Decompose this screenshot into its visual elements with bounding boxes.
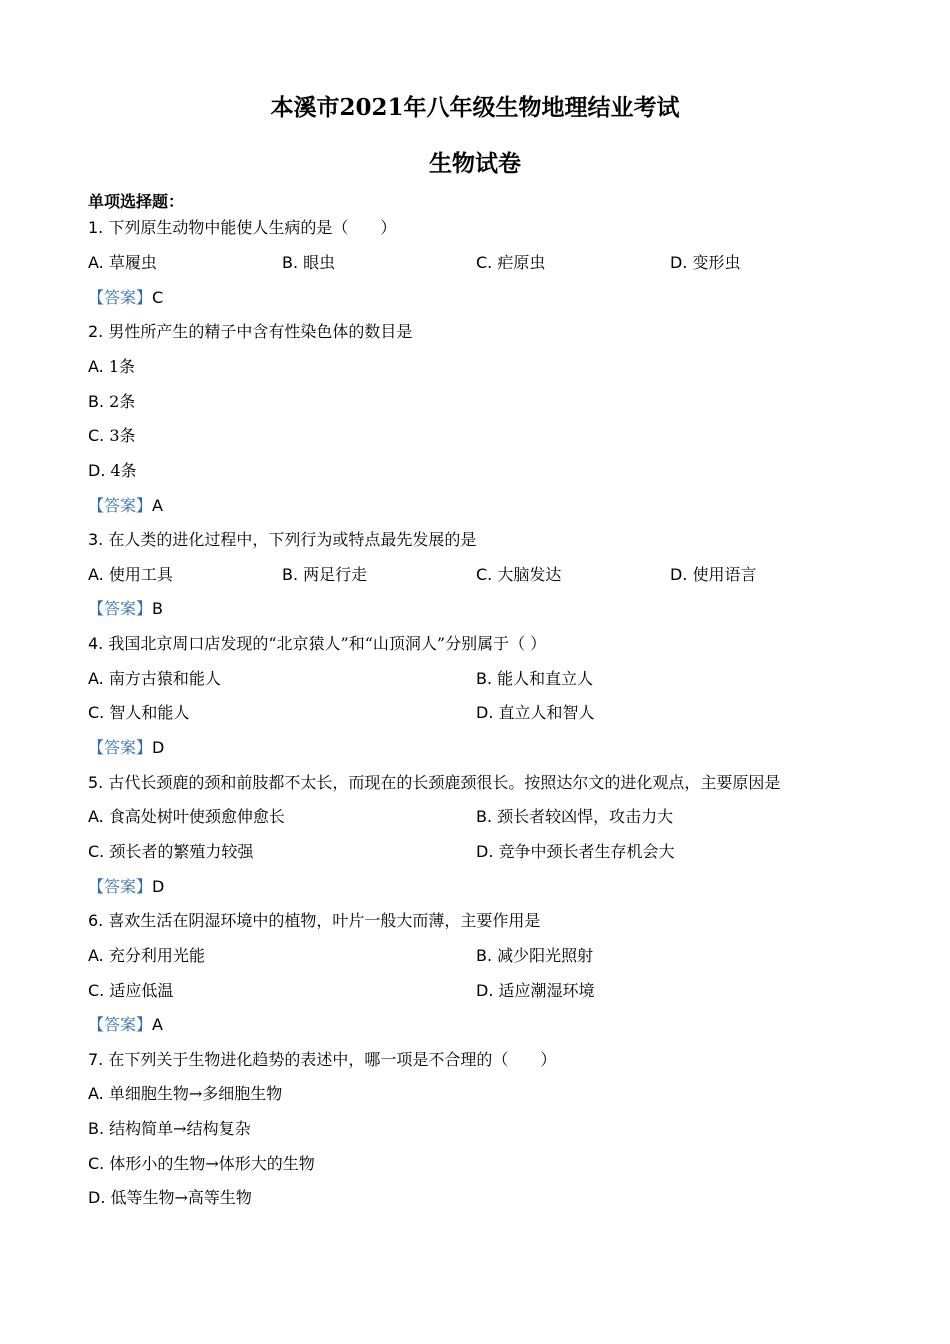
question-7-option-c: C. 体形小的生物→体形大的生物 (88, 1154, 315, 1173)
exam-title: 本溪市2021年八年级生物地理结业考试 (270, 94, 680, 121)
question-2-answer: 【答案】A (88, 496, 163, 515)
question-6-option-c: C. 适应低温 (88, 981, 174, 1000)
question-6-stem: 6. 喜欢生活在阴湿环境中的植物，叶片一般大而薄，主要作用是 (88, 911, 541, 930)
question-7-option-d: D. 低等生物→高等生物 (88, 1188, 252, 1207)
question-1-option-d: D. 变形虫 (670, 253, 741, 272)
question-2-stem: 2. 男性所产生的精子中含有性染色体的数目是 (88, 322, 413, 341)
question-3-option-d: D. 使用语言 (670, 565, 757, 584)
question-3-option-a: A. 使用工具 (88, 565, 173, 584)
question-2-option-d: D. 4条 (88, 461, 137, 480)
question-5-option-b: B. 颈长者较凶悍，攻击力大 (476, 807, 674, 826)
question-4-option-c: C. 智人和能人 (88, 703, 190, 722)
question-4-answer: 【答案】D (88, 738, 165, 757)
question-2-option-b: B. 2条 (88, 392, 136, 411)
question-1-option-a: A. 草履虫 (88, 253, 157, 272)
question-1-stem: 1. 下列原生动物中能使人生病的是（ ） (88, 218, 397, 237)
question-4-option-b: B. 能人和直立人 (476, 669, 594, 688)
question-2-option-c: C. 3条 (88, 426, 136, 445)
question-7-option-b: B. 结构简单→结构复杂 (88, 1119, 251, 1138)
question-6-answer: 【答案】A (88, 1015, 163, 1034)
question-4-stem: 4. 我国北京周口店发现的“北京猿人”和“山顶洞人”分别属于（ ） (88, 634, 547, 653)
question-3-answer: 【答案】B (88, 599, 163, 618)
exam-subtitle: 生物试卷 (429, 150, 521, 177)
question-6-option-b: B. 减少阳光照射 (476, 946, 594, 965)
section-heading: 单项选择题： (88, 192, 185, 211)
question-7-option-a: A. 单细胞生物→多细胞生物 (88, 1084, 283, 1103)
question-1-option-b: B. 眼虫 (282, 253, 336, 272)
question-5-answer: 【答案】D (88, 877, 165, 896)
question-5-stem: 5. 古代长颈鹿的颈和前肢都不太长，而现在的长颈鹿颈很长。按照达尔文的进化观点，主要原因是 (88, 773, 781, 792)
question-5-option-c: C. 颈长者的繁殖力较强 (88, 842, 254, 861)
question-1-answer: 【答案】C (88, 288, 164, 307)
question-2-option-a: A. 1条 (88, 357, 136, 376)
question-3-option-c: C. 大脑发达 (476, 565, 562, 584)
question-4-option-d: D. 直立人和智人 (476, 703, 595, 722)
question-4-option-a: A. 南方古猿和能人 (88, 669, 221, 688)
question-7-stem: 7. 在下列关于生物进化趋势的表述中，哪一项是不合理的（ ） (88, 1050, 557, 1069)
question-6-option-d: D. 适应潮湿环境 (476, 981, 595, 1000)
question-1-option-c: C. 疟原虫 (476, 253, 546, 272)
question-3-option-b: B. 两足行走 (282, 565, 368, 584)
question-5-option-a: A. 食高处树叶使颈愈伸愈长 (88, 807, 285, 826)
question-3-stem: 3. 在人类的进化过程中，下列行为或特点最先发展的是 (88, 530, 477, 549)
question-5-option-d: D. 竞争中颈长者生存机会大 (476, 842, 675, 861)
question-6-option-a: A. 充分利用光能 (88, 946, 205, 965)
